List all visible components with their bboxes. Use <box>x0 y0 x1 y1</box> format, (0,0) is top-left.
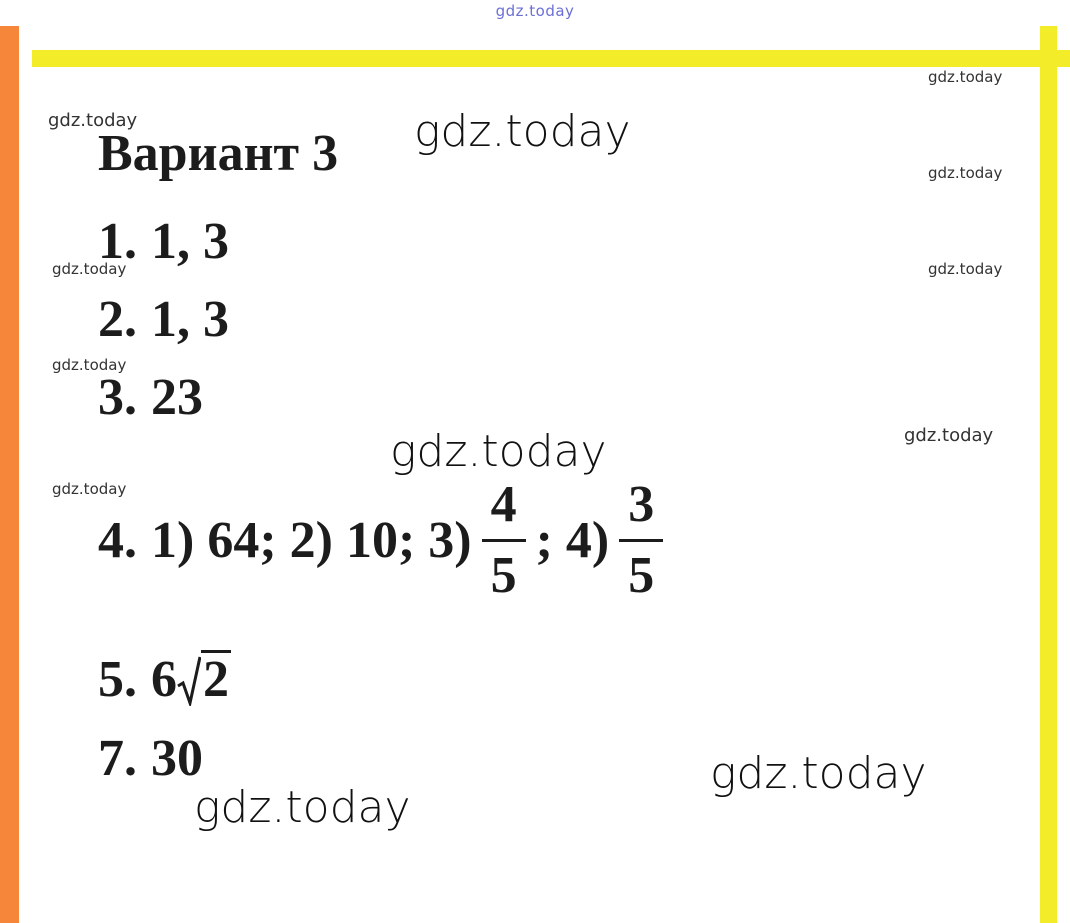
answer-text: 1, 3 <box>151 213 229 270</box>
fraction-four-fifths <box>482 475 526 604</box>
fraction-denominator: 5 <box>628 546 655 604</box>
watermark: gdz.today <box>48 110 138 131</box>
watermark: gdz.today <box>928 164 1003 182</box>
watermark: gdz.today <box>390 426 607 477</box>
answer-number: 2. <box>98 291 137 348</box>
fraction-numerator: 4 <box>490 475 517 533</box>
answer-text: ; 4) <box>535 511 610 569</box>
watermark: gdz.today <box>928 260 1003 278</box>
radical-sign-icon <box>177 656 201 706</box>
answer-5 <box>98 650 231 709</box>
answer-text: 1) 64; 2) 10; 3) <box>151 511 472 569</box>
answer-3 <box>98 369 203 426</box>
answer-text: 30 <box>151 730 203 787</box>
square-root-expression <box>151 650 231 709</box>
answer-2 <box>98 291 229 348</box>
radicand: 2 <box>203 651 229 708</box>
fraction-bar <box>482 539 526 542</box>
answer-7 <box>98 730 203 787</box>
answer-number: 7. <box>98 730 137 787</box>
watermark: gdz.today <box>52 356 127 374</box>
fraction-bar <box>619 539 663 542</box>
page-title: Вариант 3 <box>98 125 339 182</box>
answer-text: 23 <box>151 369 203 426</box>
watermark: gdz.today <box>928 68 1003 86</box>
watermark: gdz.today <box>194 782 411 833</box>
watermark: gdz.today <box>52 480 127 498</box>
frame-top-border <box>32 50 1070 67</box>
answer-4 <box>98 470 673 610</box>
answer-number: 4. <box>98 511 137 569</box>
answer-text: 1, 3 <box>151 291 229 348</box>
frame-right-border <box>1040 26 1057 923</box>
watermark: gdz.today <box>710 748 927 799</box>
watermark: gdz.today <box>414 106 631 157</box>
answer-number: 5. <box>98 651 137 709</box>
coefficient: 6 <box>151 651 177 709</box>
header-watermark: gdz.today <box>495 2 575 20</box>
fraction-three-fifths <box>619 475 663 604</box>
fraction-numerator: 3 <box>628 475 655 533</box>
watermark: gdz.today <box>904 425 994 446</box>
watermark: gdz.today <box>52 260 127 278</box>
answer-number: 1. <box>98 213 137 270</box>
fraction-denominator: 5 <box>490 546 517 604</box>
left-accent-bar <box>0 26 19 923</box>
answer-number: 3. <box>98 369 137 426</box>
